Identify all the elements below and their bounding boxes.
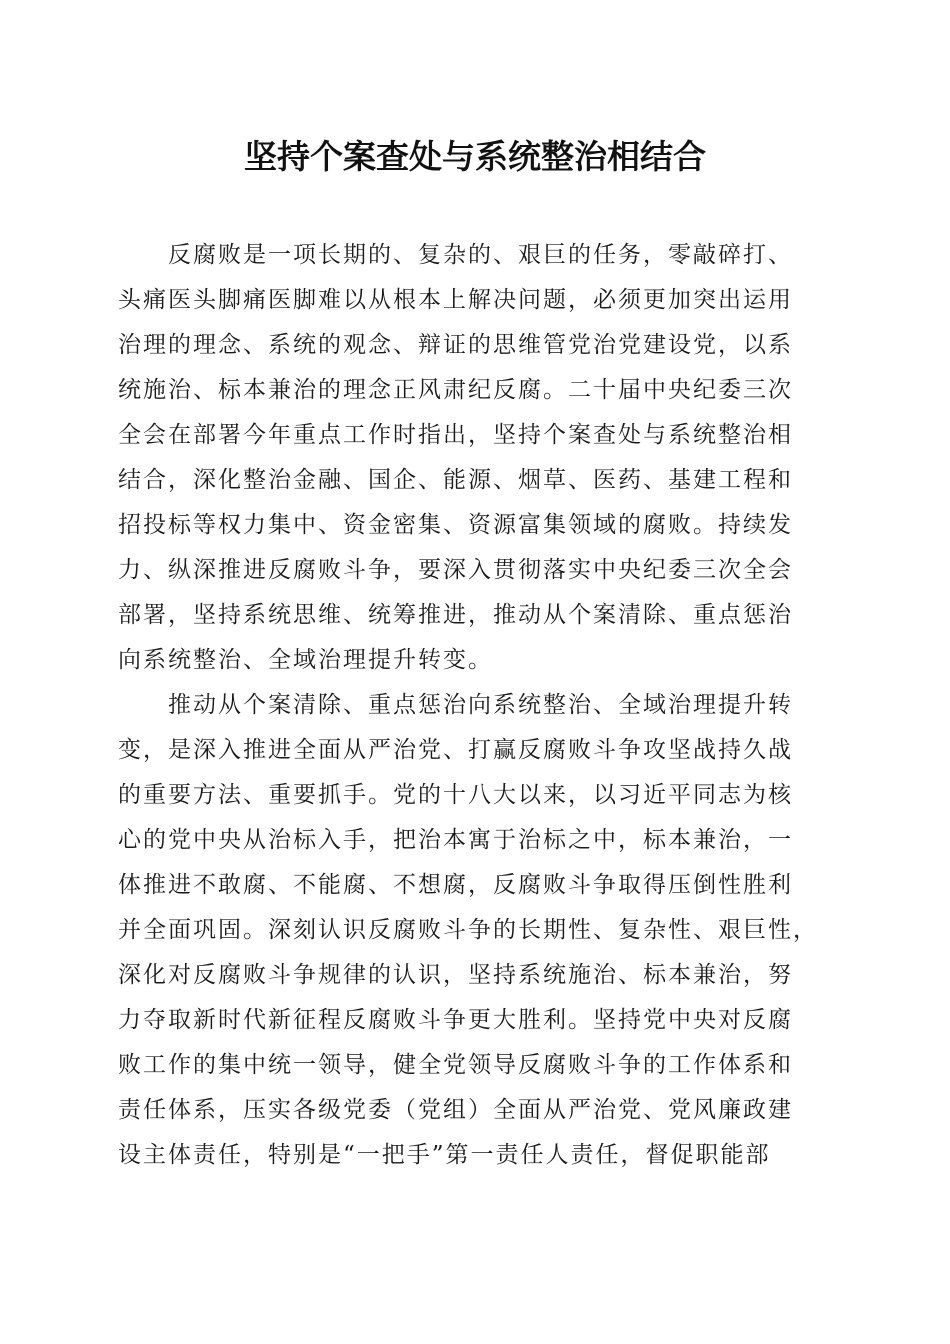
paragraph-2-line: 体推进不敢腐、不能腐、不想腐，反腐败斗争取得压倒性胜利 <box>118 872 793 898</box>
paragraph-2-line: 心的党中央从治标入手，把治本寓于治标之中，标本兼治，一 <box>118 827 793 853</box>
paragraph-1-line: 反腐败是一项长期的、复杂的、艰巨的任务，零敲碎打、 <box>168 242 793 268</box>
paragraph-2-line: 变，是深入推进全面从严治党、打赢反腐败斗争攻坚战持久战 <box>118 737 793 763</box>
paragraph-2-line: 并全面巩固。深刻认识反腐败斗争的长期性、复杂性、艰巨性， <box>118 917 818 943</box>
paragraph-2-line: 深化对反腐败斗争规律的认识，坚持系统施治、标本兼治，努 <box>118 962 793 988</box>
paragraph-1-line: 全会在部署今年重点工作时指出，坚持个案查处与系统整治相 <box>118 422 793 448</box>
paragraph-1-line: 头痛医头脚痛医脚难以从根本上解决问题，必须更加突出运用 <box>118 287 793 313</box>
paragraph-2 <box>118 683 832 1178</box>
paragraph-2-line: 败工作的集中统一领导，健全党领导反腐败斗争的工作体系和 <box>118 1052 793 1078</box>
paragraph-1-line: 向系统整治、全域治理提升转变。 <box>118 647 493 673</box>
paragraph-1-line: 招投标等权力集中、资金密集、资源富集领域的腐败。持续发 <box>118 512 793 538</box>
paragraph-2-line: 设主体责任，特别是“一把手”第一责任人责任，督促职能部 <box>118 1142 771 1168</box>
paragraph-1-line: 治理的理念、系统的观念、辩证的思维管党治党建设党，以系 <box>118 332 793 358</box>
paragraph-2-line: 责任体系，压实各级党委（党组）全面从严治党、党风廉政建 <box>118 1097 793 1123</box>
paragraph-2-line: 的重要方法、重要抓手。党的十八大以来，以习近平同志为核 <box>118 782 793 808</box>
paragraph-2-line: 力夺取新时代新征程反腐败斗争更大胜利。坚持党中央对反腐 <box>118 1007 793 1033</box>
document-body <box>118 233 832 1178</box>
paragraph-2-line: 推动从个案清除、重点惩治向系统整治、全域治理提升转 <box>168 692 793 718</box>
paragraph-1-line: 统施治、标本兼治的理念正风肃纪反腐。二十届中央纪委三次 <box>118 377 793 403</box>
paragraph-1-line: 力、纵深推进反腐败斗争，要深入贯彻落实中央纪委三次全会 <box>118 557 793 583</box>
paragraph-1-line: 结合，深化整治金融、国企、能源、烟草、医药、基建工程和 <box>118 467 793 493</box>
paragraph-1-line: 部署，坚持系统思维、统筹推进，推动从个案清除、重点惩治 <box>118 602 793 628</box>
document-title: 坚持个案查处与系统整治相结合 <box>244 137 706 176</box>
paragraph-1 <box>118 233 832 683</box>
